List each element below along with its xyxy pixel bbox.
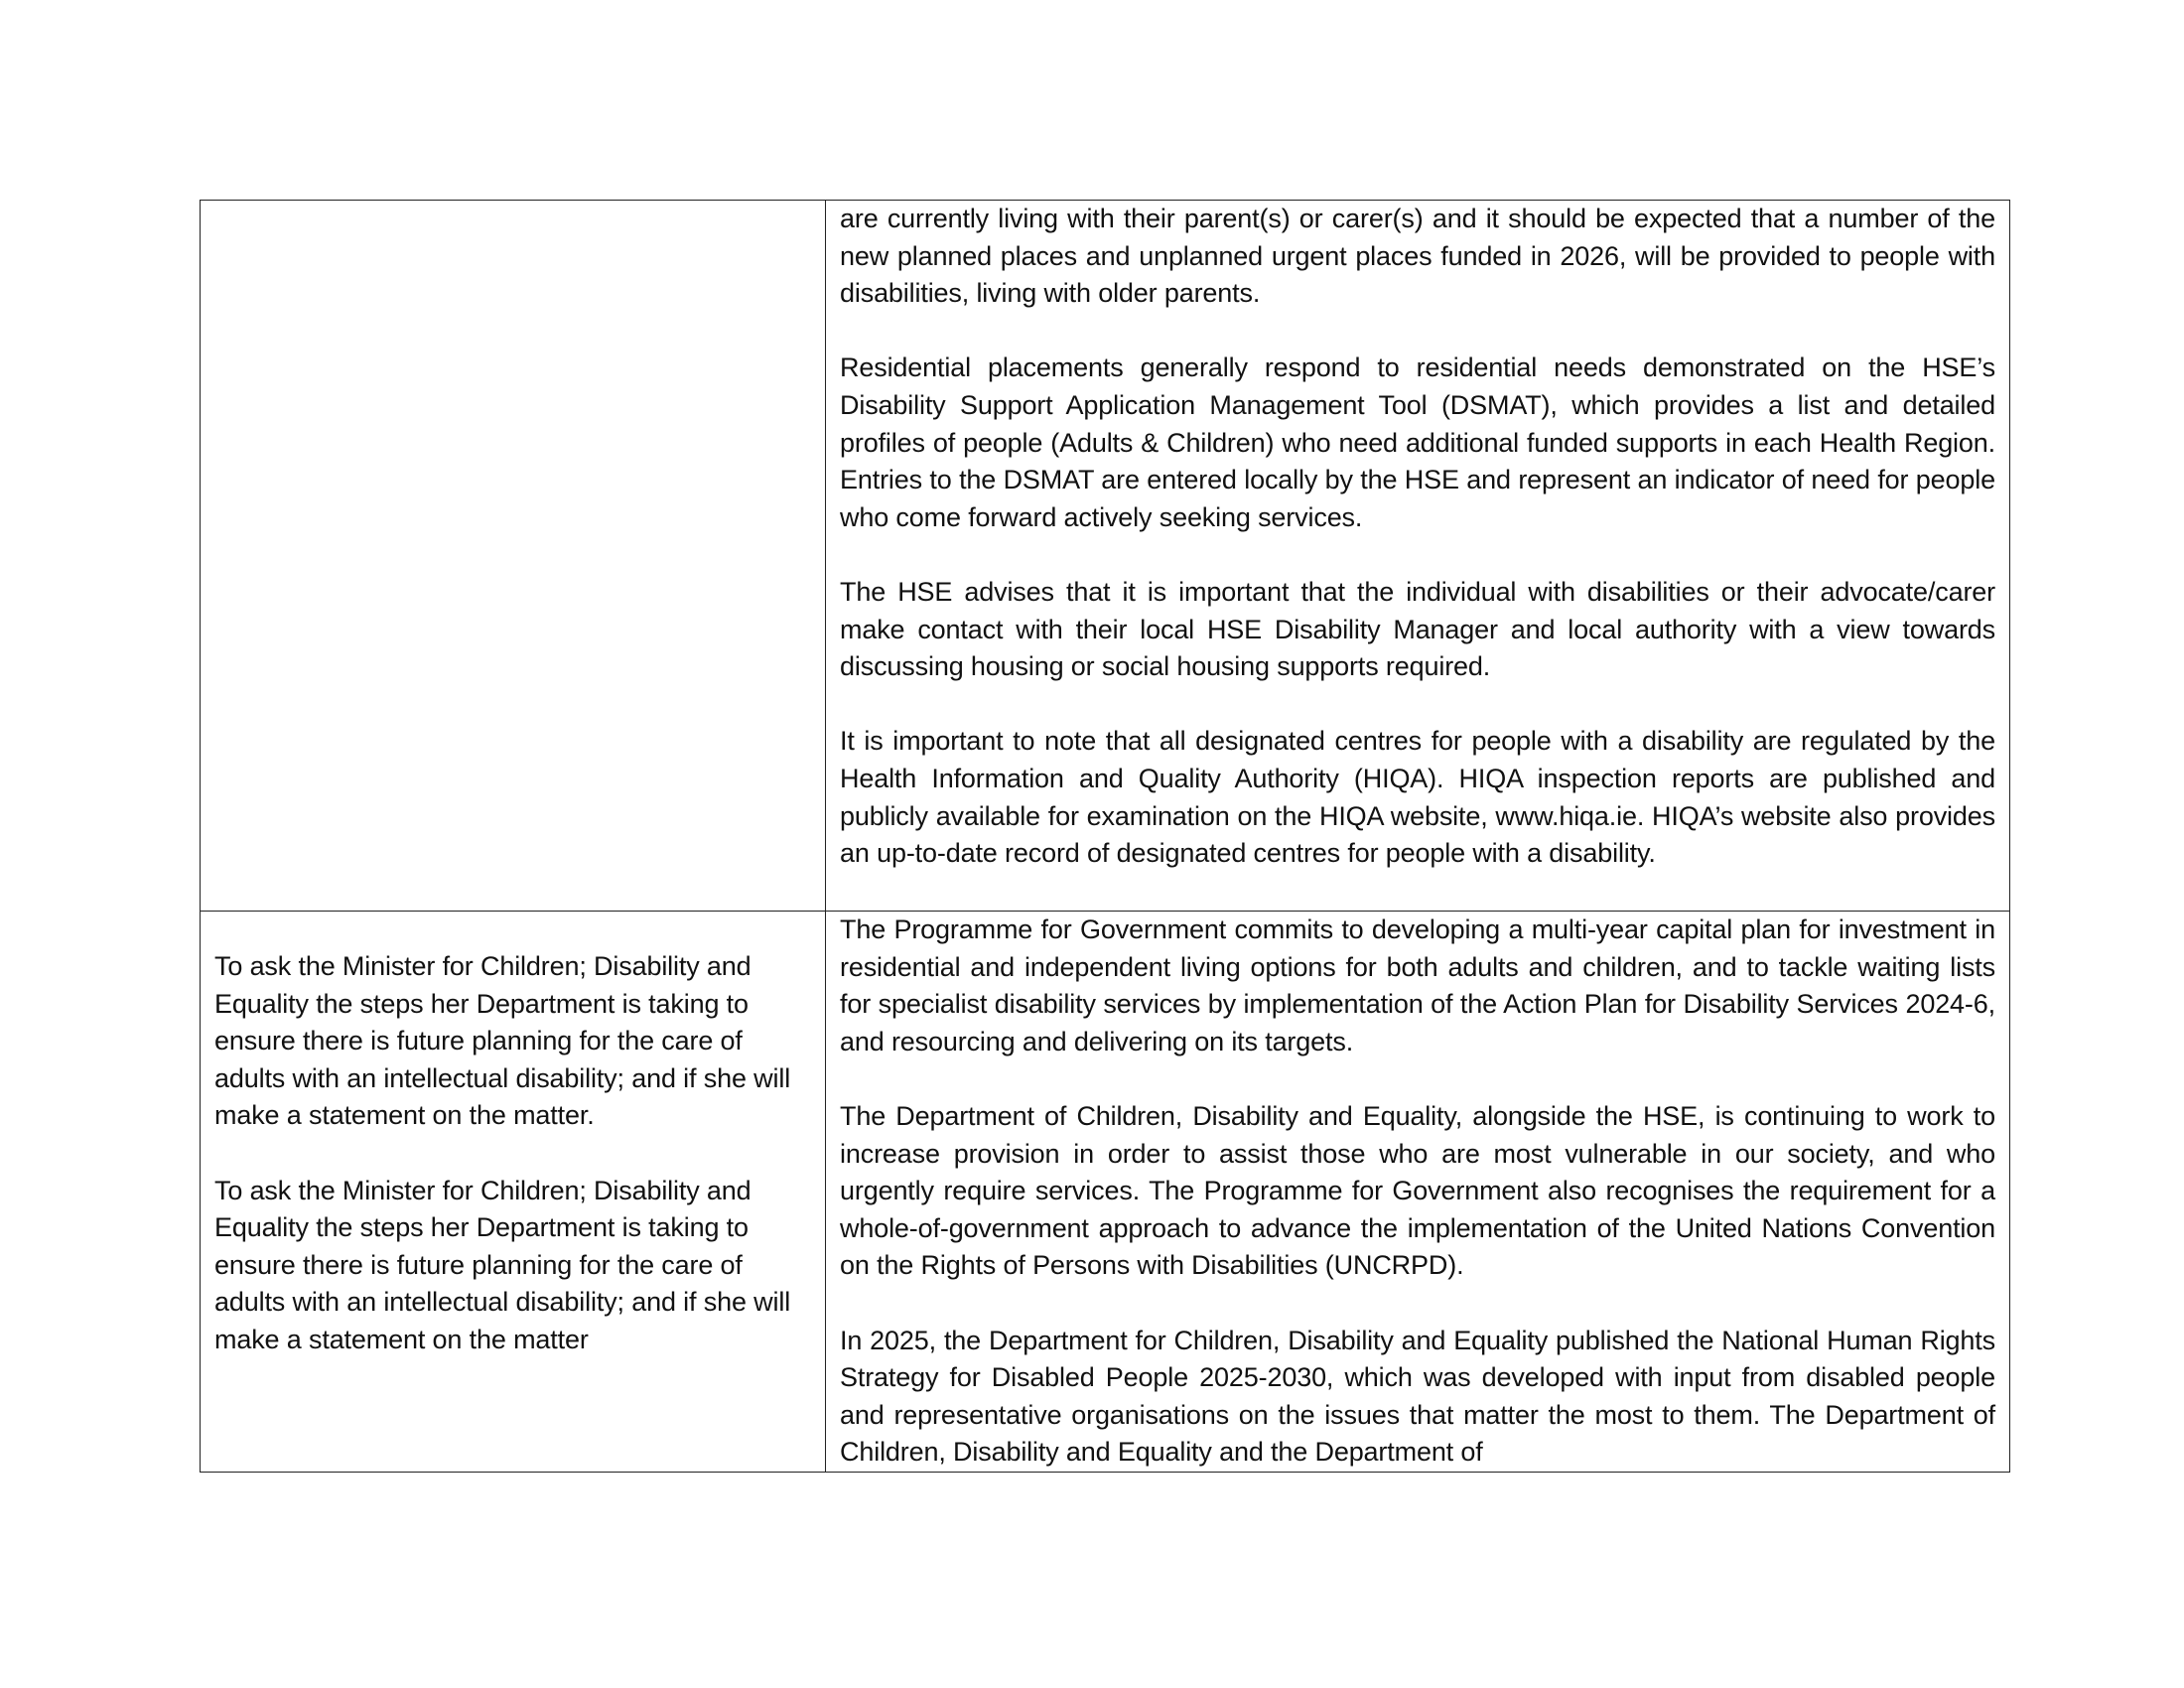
answer-paragraph: The Department of Children, Disability and Equality, alongside the HSE, is continuing to work to increase provision in order to assist those who are most vulnerable in our society, and who urgently require services. The Programme for Government also recognises the requirement for a whole-of-government approach to advance the implementation of the United Nations Convention on the Rights of Persons with Disabilities (UNCRPD). <box>840 1100 1995 1281</box>
answer-paragraph: are currently living with their parent(s) or carer(s) and it should be expected that a number of the new planned places and unplanned urgent places funded in 2026, will be provided to people with disabilities, living with older parents. <box>840 204 1995 309</box>
pq-table <box>200 200 2010 1473</box>
table-row <box>201 201 2010 912</box>
answer-paragraph: Residential placements generally respond to residential needs demonstrated on the HSE’s Disability Support Application Management Tool (DSMAT), which provides a list and detailed profiles of people (Adults & Children) who need additional funded supports in each Health Region. Entries to the DSMAT are entered locally by the HSE and represent an indicator of need for people who come forward actively seeking services. <box>840 352 1995 532</box>
answer-cell <box>826 201 2010 912</box>
question-paragraph: To ask the Minister for Children; Disability and Equality the steps her Department is taking to ensure there is future planning for the care of adults with an intellectual disability; and if she will make a statement on the matter <box>214 1175 791 1354</box>
answer-paragraph: It is important to note that all designated centres for people with a disability are regulated by the Health Information and Quality Authority (HIQA). HIQA inspection reports are published and publicly available for examination on the HIQA website, www.hiqa.ie. HIQA’s website also provides an up-to-date record of designated centres for people with a disability. <box>840 726 1995 869</box>
question-cell <box>201 201 826 912</box>
table-row <box>201 912 2010 1473</box>
answer-cell <box>826 912 2010 1473</box>
answer-paragraph: The HSE advises that it is important that the individual with disabilities or their advocate/carer make contact with their local HSE Disability Manager and local authority with a view towards discussing housing or social housing supports required. <box>840 576 1995 682</box>
answer-paragraph: The Programme for Government commits to developing a multi-year capital plan for investment in residential and independent living options for both adults and children, and to tackle waiting lists for specialist disability services by implementation of the Action Plan for Disability Services 2024-6, and resourcing and delivering on its targets. <box>840 914 1995 1056</box>
question-paragraph: To ask the Minister for Children; Disability and Equality the steps her Department is taking to ensure there is future planning for the care of adults with an intellectual disability; and if she will make a statement on the matter. <box>214 951 791 1131</box>
question-cell <box>201 912 826 1473</box>
answer-paragraph: In 2025, the Department for Children, Disability and Equality published the National Human Rights Strategy for Disabled People 2025-2030, which was developed with input from disabled people and representative organisations on the issues that matter the most to them. The Department of Children, Disability and Equality and the Department of <box>840 1325 1995 1468</box>
question-block <box>214 912 811 1359</box>
